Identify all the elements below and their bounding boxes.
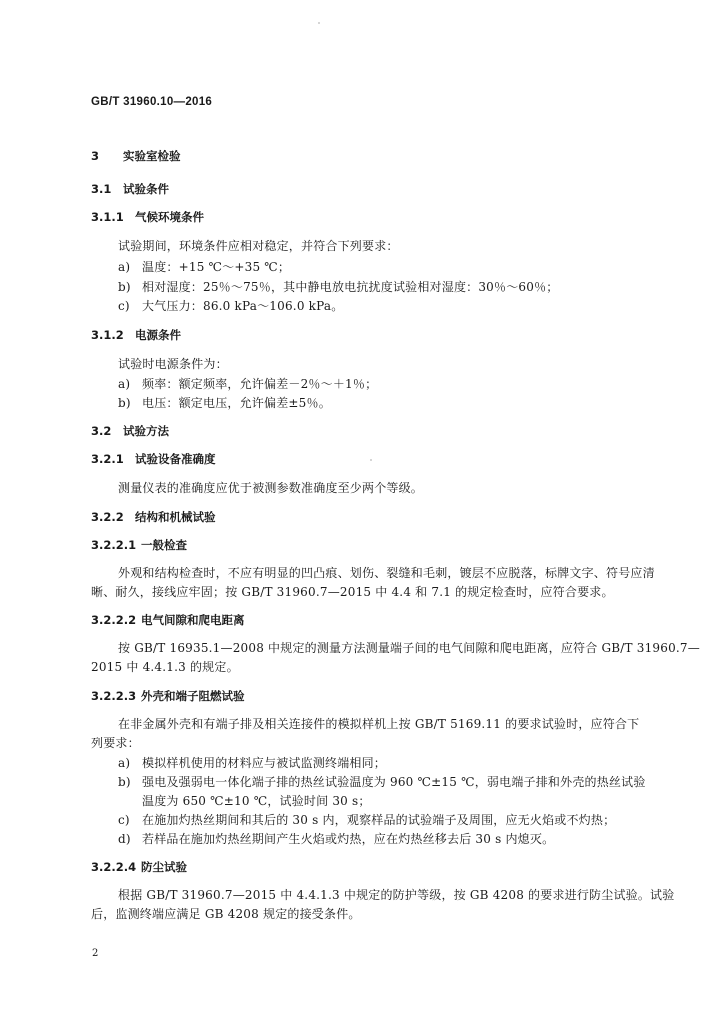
list-item <box>118 395 331 411</box>
section-number: 3.2.2.1 <box>91 538 137 552</box>
section-title: 结构和机械试验 <box>135 510 216 524</box>
section-title: 试验设备准确度 <box>135 452 216 466</box>
list-marker: d) <box>118 832 131 846</box>
list-text: 模拟样机使用的材料应与被试监测终端相同； <box>142 756 387 770</box>
paragraph-line: 在非金属外壳和有端子排及相关连接件的模拟样机上按 GB/T 5169.11 的要求试验时，应符合下 <box>118 717 640 731</box>
section-number: 3.2 <box>91 424 112 438</box>
list-marker: c) <box>118 299 130 313</box>
section-3-1-1-heading <box>91 209 204 225</box>
list-marker: b) <box>118 280 131 294</box>
list-text: 频率：额定频率，允许偏差－2％～＋1％； <box>142 377 378 391</box>
list-item <box>118 755 386 771</box>
paragraph-line: 根据 GB/T 31960.7—2015 中 4.4.1.3 中规定的防护等级，按 GB 4208 的要求进行防尘试验。试验 <box>118 888 675 902</box>
list-marker: b) <box>118 396 131 410</box>
list-text: 温度：+15 ℃～+35 ℃； <box>142 260 291 274</box>
list-text: 强电及强弱电一体化端子排的热丝试验温度为 960 ℃±15 ℃，弱电端子排和外壳的热丝试验 <box>142 775 646 789</box>
section-title: 外壳和端子阻燃试验 <box>141 689 245 703</box>
section-title: 电源条件 <box>135 328 181 342</box>
section-title: 试验方法 <box>123 424 169 438</box>
section-3-1-heading <box>91 181 169 197</box>
section-number: 3.1.2 <box>91 328 124 342</box>
list-marker: a) <box>118 756 131 770</box>
paragraph: 试验期间，环境条件应相对稳定，并符合下列要求： <box>118 239 399 253</box>
section-number: 3.2.2.2 <box>91 613 137 627</box>
section-title: 气候环境条件 <box>135 210 204 224</box>
list-text: 相对湿度：25％～75％，其中静电放电抗扰度试验相对湿度：30％～60％； <box>142 280 559 294</box>
section-3-2-2-4-heading <box>91 859 187 875</box>
section-number: 3.2.2 <box>91 510 124 524</box>
section-title: 试验条件 <box>123 182 169 196</box>
section-number: 3.2.2.4 <box>91 860 137 874</box>
paragraph: 测量仪表的准确度应优于被测参数准确度至少两个等级。 <box>118 481 424 495</box>
section-3-1-2-heading <box>91 327 181 343</box>
section-title: 防尘试验 <box>141 860 187 874</box>
list-item <box>118 279 558 295</box>
list-item <box>118 831 554 847</box>
section-number: 3.2.2.3 <box>91 689 137 703</box>
section-3-heading <box>91 148 181 164</box>
section-3-2-1-heading <box>91 451 216 467</box>
list-marker: a) <box>118 260 131 274</box>
list-text: 在施加灼热丝期间和其后的 30 s 内，观察样品的试验端子及周围，应无火焰或不灼热； <box>142 813 616 827</box>
list-text: 大气压力：86.0 kPa～106.0 kPa。 <box>142 299 344 313</box>
paragraph: 试验时电源条件为： <box>118 357 228 371</box>
section-3-2-2-1-heading <box>91 537 187 553</box>
section-number: 3.1.1 <box>91 210 124 224</box>
list-item <box>118 774 646 790</box>
paragraph-line: 按 GB/T 16935.1—2008 中规定的测量方法测量端子间的电气间隙和爬电距离，应符合 GB/T 31960.7— <box>118 641 700 655</box>
list-item <box>118 259 290 275</box>
section-3-2-2-2-heading <box>91 612 245 628</box>
paragraph-line: 列要求： <box>91 736 140 750</box>
list-item <box>118 298 343 314</box>
list-marker: a) <box>118 377 131 391</box>
section-number: 3.1 <box>91 182 112 196</box>
paragraph-line: 后，监测终端应满足 GB 4208 规定的接受条件。 <box>91 907 361 921</box>
list-marker: c) <box>118 813 130 827</box>
list-item-continuation: 温度为 650 ℃±10 ℃，试验时间 30 s； <box>142 794 371 808</box>
list-text: 若样品在施加灼热丝期间产生火焰或灼热，应在灼热丝移去后 30 s 内熄灭。 <box>142 832 555 846</box>
paragraph-line: 外观和结构检查时，不应有明显的凹凸痕、划伤、裂缝和毛刺，镀层不应脱落，标牌文字、符号应清 <box>118 566 655 580</box>
section-number: 3.2.1 <box>91 452 124 466</box>
standard-header: GB/T 31960.10—2016 <box>91 96 213 108</box>
paragraph-line: 2015 中 4.4.1.3 的规定。 <box>91 660 239 674</box>
section-title: 实验室检验 <box>123 149 181 163</box>
scan-speck <box>318 22 320 24</box>
scan-speck <box>370 459 372 461</box>
section-title: 电气间隙和爬电距离 <box>141 613 245 627</box>
section-number: 3 <box>91 149 100 163</box>
section-3-2-heading <box>91 423 169 439</box>
page-number: 2 <box>92 948 99 959</box>
section-3-2-2-heading <box>91 509 216 525</box>
section-3-2-2-3-heading <box>91 688 245 704</box>
list-text: 电压：额定电压，允许偏差±5％。 <box>142 396 331 410</box>
list-marker: b) <box>118 775 131 789</box>
list-item <box>118 812 615 828</box>
section-title: 一般检查 <box>141 538 187 552</box>
paragraph-line: 晰、耐久，接线应牢固；按 GB/T 31960.7—2015 中 4.4 和 7.1 的规定检查时，应符合要求。 <box>91 585 614 599</box>
list-item <box>118 376 377 392</box>
